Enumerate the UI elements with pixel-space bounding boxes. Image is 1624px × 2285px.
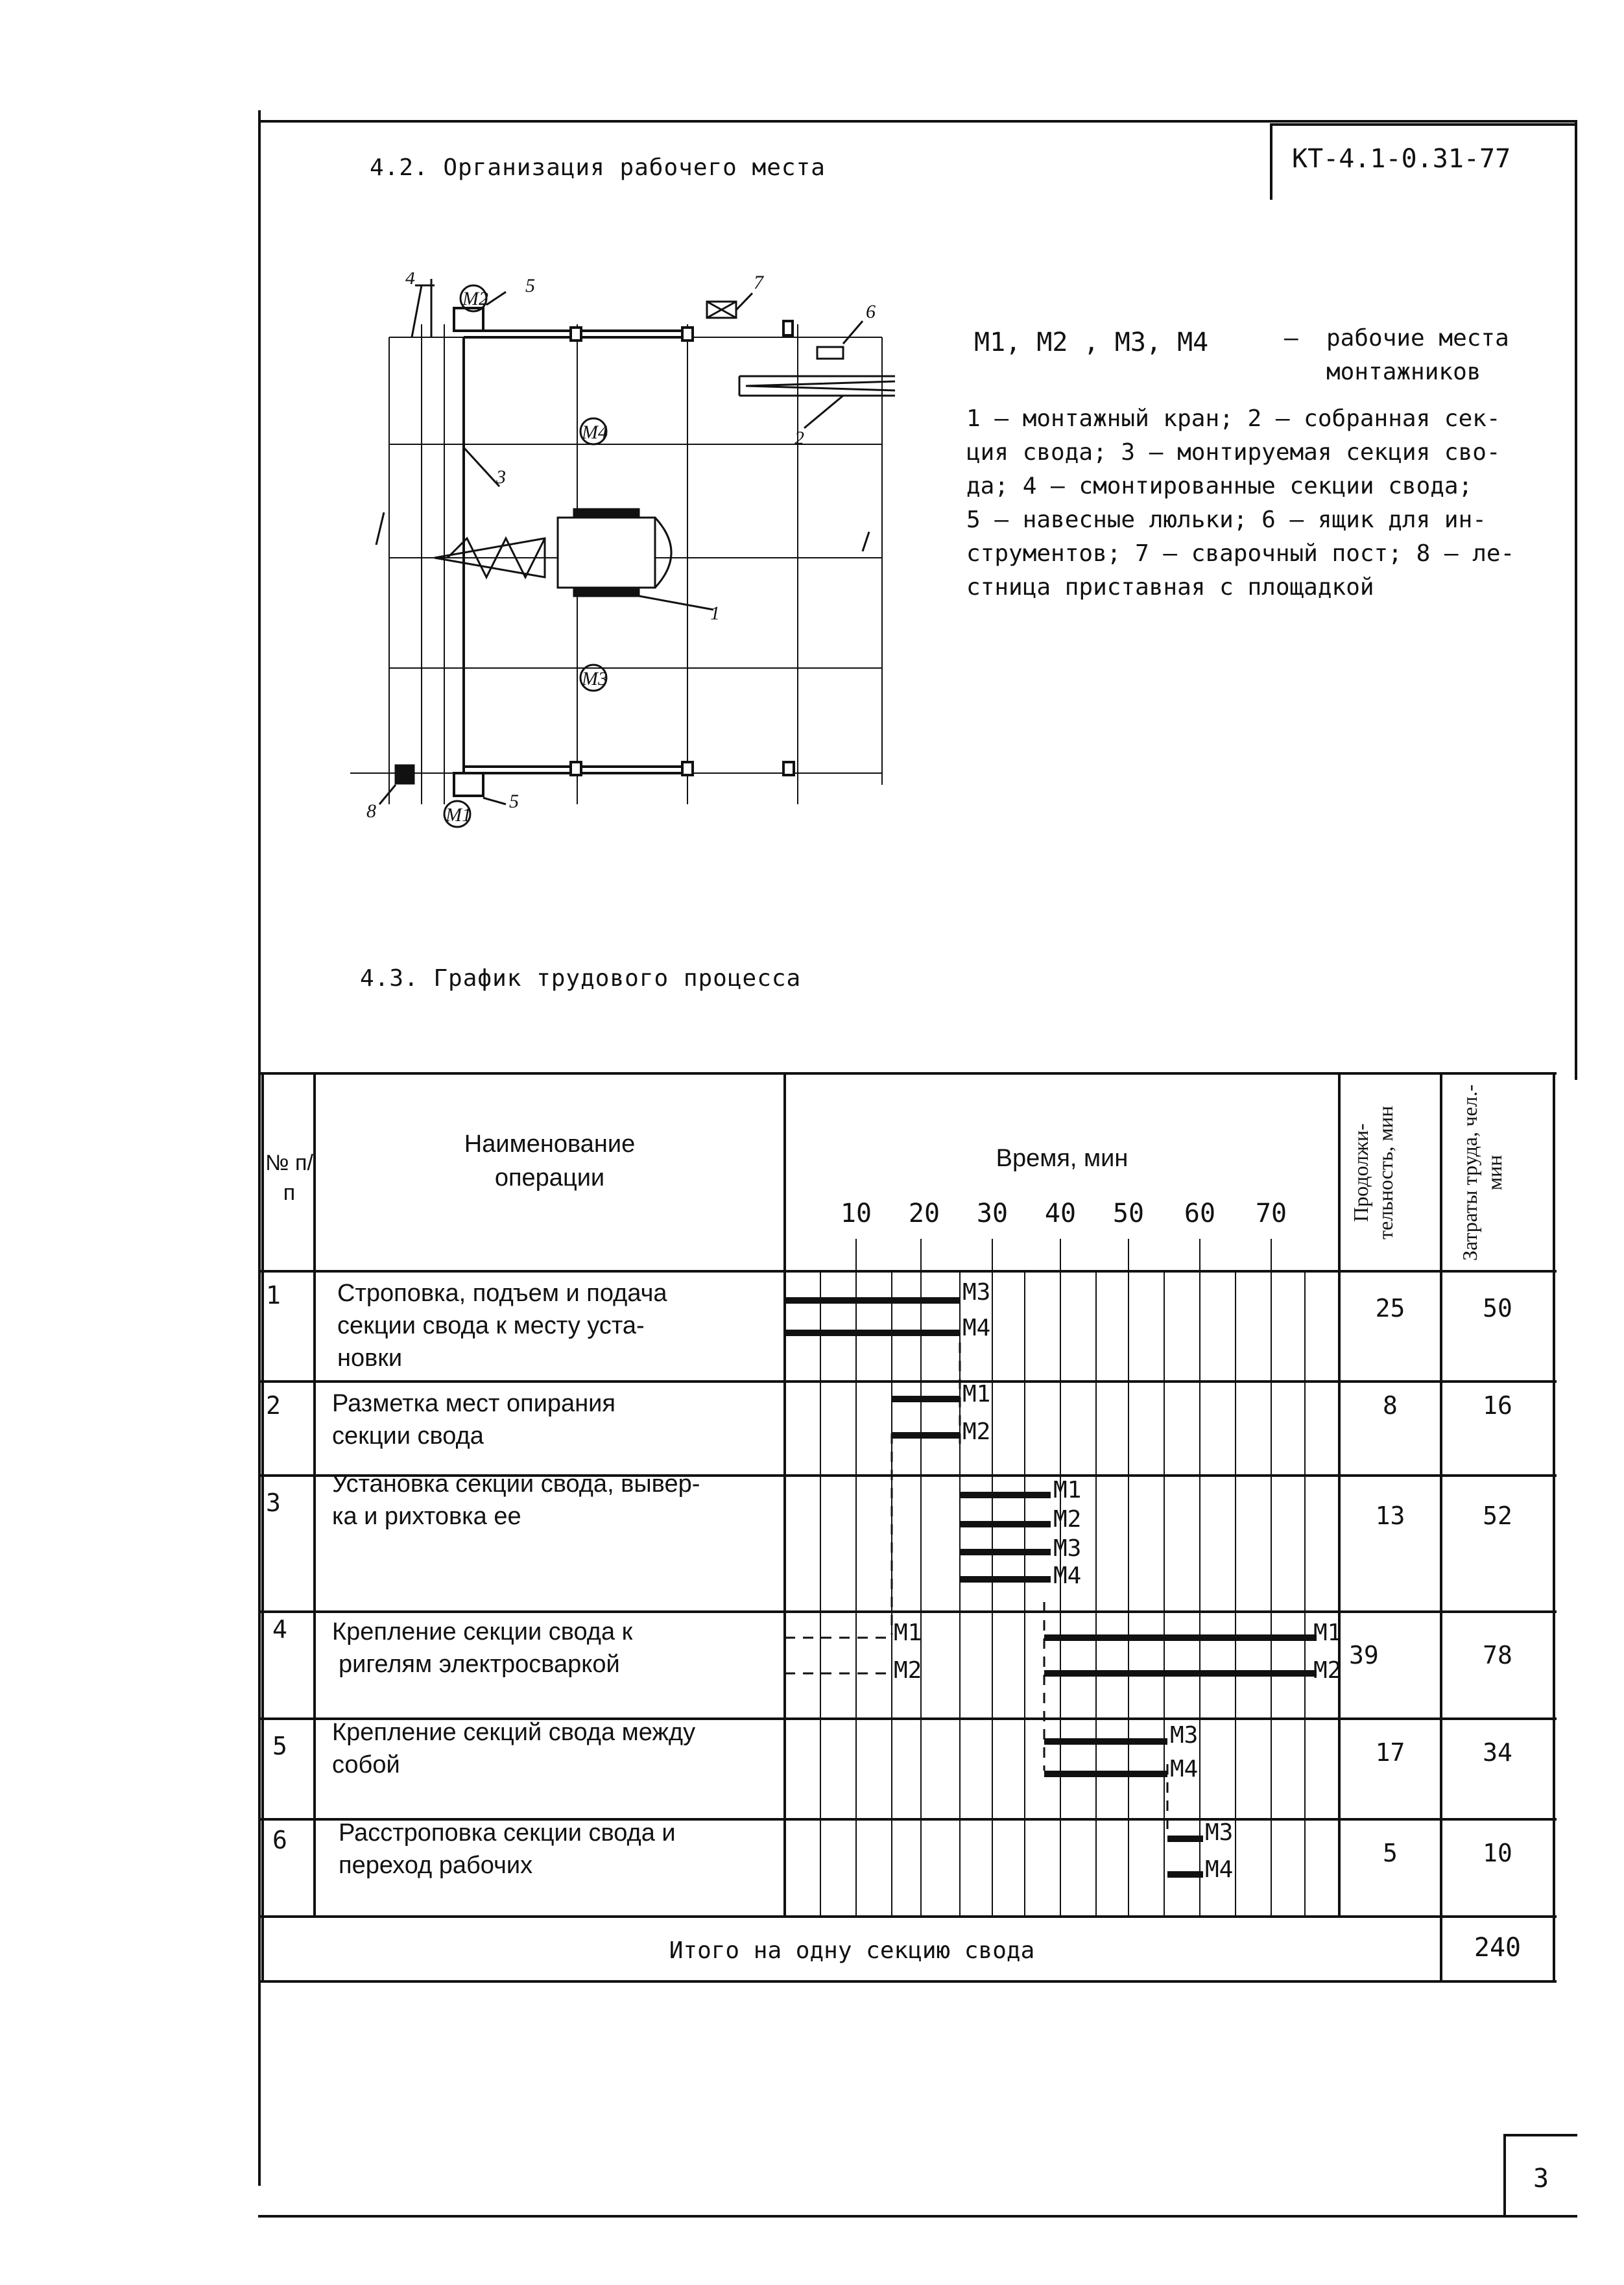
row-1-name-line-3: новки [337, 1345, 403, 1372]
row-1-name-line-2: секции свода к месту уста- [337, 1312, 645, 1339]
plan-label-8: 8 [366, 800, 376, 822]
row-4-number: 4 [272, 1615, 287, 1644]
legend-line-6: стница приставная с площадкой [966, 574, 1374, 601]
row-3-number: 3 [266, 1489, 281, 1517]
tick-40: 40 [1044, 1199, 1077, 1228]
bar-r1-a [785, 1297, 960, 1304]
plan-label-m1: M1 [446, 804, 472, 826]
worker-label-r6-a: M3 [1205, 1819, 1234, 1846]
legend-workers-list: M1, M2 , M3, M4 [974, 328, 1209, 357]
col-name-header-2: операции [494, 1164, 605, 1191]
tick-50: 50 [1112, 1199, 1145, 1228]
legend-line-4: 5 – навесные люльки; 6 – ящик для ин- [966, 507, 1487, 533]
worker-label-r2-a: M1 [962, 1381, 991, 1407]
row-3-name-line-2: ка и рихтовка ее [332, 1503, 521, 1530]
row-2-name-line-2: секции свода [332, 1422, 484, 1450]
bar-r3-c [960, 1549, 1051, 1555]
row-5-duration: 17 [1375, 1738, 1405, 1767]
worker-label-r4-left-b: M2 [894, 1657, 922, 1684]
row-6-labor: 10 [1483, 1839, 1512, 1867]
legend-line-2: ция свода; 3 – монтируемая секция сво- [966, 439, 1501, 466]
tick-30: 30 [976, 1199, 1009, 1228]
row-1-name-line-1: Строповка, подъем и подача [337, 1280, 667, 1307]
bar-r4-a [1044, 1634, 1317, 1641]
row-3-labor: 52 [1483, 1501, 1512, 1530]
plan-label-5a: 5 [525, 275, 535, 296]
col-duration-header: Продолжи- тельность, мин [1349, 1106, 1397, 1239]
row-2-labor: 16 [1483, 1391, 1512, 1420]
tick-70: 70 [1255, 1199, 1287, 1228]
bar-r6-a [1167, 1836, 1203, 1842]
plan-label-7: 7 [754, 272, 763, 293]
bar-r6-b [1167, 1871, 1203, 1878]
plan-label-1: 1 [710, 603, 720, 624]
row-1-duration: 25 [1375, 1294, 1405, 1322]
worker-label-r1-a: M3 [962, 1279, 991, 1306]
row-2-number: 2 [266, 1391, 281, 1420]
row-4-name-line-1: Крепление секции свода к [332, 1618, 633, 1645]
legend-workers-desc-1: рабочие места [1326, 325, 1509, 352]
bar-r4-b [1044, 1670, 1317, 1677]
row-6-duration: 5 [1383, 1839, 1398, 1867]
col-labor-header: Затраты труда, чел.-мин [1458, 1084, 1506, 1261]
worker-label-r2-b: M2 [962, 1418, 991, 1445]
page-number: 3 [1533, 2164, 1549, 2194]
row-5-name-line-2: собой [332, 1751, 400, 1778]
plan-label-4: 4 [405, 272, 415, 289]
page-number-box [1503, 2134, 1577, 2217]
legend-line-3: да; 4 – смонтированные секции свода; [966, 473, 1473, 499]
row-4-labor: 78 [1483, 1641, 1512, 1669]
worker-label-r3-d: M4 [1053, 1562, 1082, 1589]
worker-label-r4-right-a: M1 [1313, 1620, 1342, 1646]
row-6-name-line-2: переход рабочих [339, 1852, 533, 1879]
plan-label-3: 3 [496, 466, 506, 488]
legend-line-5: струментов; 7 – сварочный пост; 8 – ле- [966, 540, 1515, 567]
col-num-header: № п/п [265, 1151, 313, 1205]
row-5-name-line-1: Крепление секций свода между [332, 1719, 696, 1746]
worker-label-r4-left-a: M1 [894, 1620, 922, 1646]
row-1-labor: 50 [1483, 1294, 1512, 1322]
legend-workers-desc-2: монтажников [1326, 359, 1481, 385]
col-time-header: Время, мин [996, 1145, 1128, 1172]
worker-label-r5-b: M4 [1170, 1756, 1199, 1782]
bar-r3-a [960, 1492, 1051, 1498]
row-5-number: 5 [272, 1732, 287, 1760]
worker-label-r6-b: M4 [1205, 1856, 1234, 1883]
col-name-header-1: Наименование [464, 1131, 636, 1158]
bar-r5-a [1044, 1738, 1167, 1745]
legend-line-1: 1 – монтажный кран; 2 – собранная сек- [966, 405, 1501, 432]
worker-label-r3-c: M3 [1053, 1535, 1082, 1562]
worker-label-r1-b: M4 [962, 1315, 991, 1341]
bar-r5-b [1044, 1771, 1167, 1777]
bar-r3-d [960, 1576, 1051, 1583]
worker-label-r4-right-b: M2 [1313, 1657, 1342, 1684]
worker-label-r3-b: M2 [1053, 1506, 1082, 1533]
row-2-name-line-1: Разметка мест опирания [332, 1390, 615, 1417]
row-1-number: 1 [266, 1281, 281, 1310]
row-6-name-line-1: Расстроповка секции свода и [339, 1819, 676, 1847]
doc-code: КТ-4.1-0.31-77 [1292, 144, 1511, 174]
row-3-name-line-1: Установка секции свода, вывер- [332, 1470, 700, 1498]
plan-label-6: 6 [866, 301, 876, 322]
tick-60: 60 [1184, 1199, 1216, 1228]
plan-label-m3: M3 [582, 668, 608, 689]
plan-label-2: 2 [794, 427, 804, 449]
plan-label-m2: M2 [462, 288, 488, 309]
row-5-labor: 34 [1483, 1738, 1512, 1767]
worker-label-r3-a: M1 [1053, 1477, 1082, 1503]
tick-10: 10 [840, 1199, 872, 1228]
row-4-name-line-2: ригелям электросваркой [339, 1651, 620, 1678]
section-4-2-title: 4.2. Организация рабочего места [370, 154, 826, 181]
row-4-duration: 39 [1349, 1641, 1379, 1669]
worker-label-r5-a: M3 [1170, 1722, 1199, 1749]
bar-r2-a [892, 1396, 960, 1402]
total-value: 240 [1474, 1933, 1522, 1963]
bar-r3-b [960, 1521, 1051, 1527]
section-4-3-title: 4.3. График трудового процесса [360, 965, 802, 992]
plan-label-m4: M4 [582, 422, 608, 443]
plan-label-5b: 5 [509, 791, 519, 812]
row-2-duration: 8 [1383, 1391, 1398, 1420]
row-3-duration: 13 [1375, 1501, 1405, 1530]
bar-r2-b [892, 1432, 960, 1439]
tick-20: 20 [908, 1199, 940, 1228]
total-label: Итого на одну секцию свода [669, 1937, 1035, 1964]
bar-r1-b [785, 1330, 960, 1336]
row-6-number: 6 [272, 1826, 287, 1854]
legend-dash: – [1284, 325, 1298, 352]
